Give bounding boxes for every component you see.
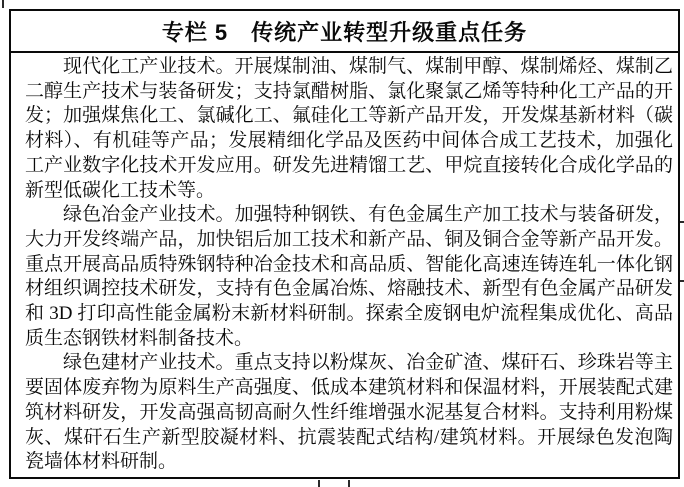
scan-artifact-bottom-2 — [348, 480, 350, 487]
column-box — [9, 9, 680, 479]
scan-artifact-right-2 — [680, 280, 684, 282]
box-body — [11, 53, 678, 475]
paragraph-green-metallurgy: 绿色冶金产业技术。加强特种钢铁、有色金属生产加工技术与装备研发，大力开发终端产品，加快铝后加工技术和新产品、铜及铜合金等新产品开发。重点开展高品质特殊钢特种冶金技术和高品质、智能化高速连铸连轧一体化钢材组织调控技术研发，支持有色金属冶炼、熔融技术、新型有色金属产品研发和 3D 打印高性能金属粉末新材料研制。探索全废钢电炉流程集成优化、高品质生态钢铁材料制备技术。 — [25, 204, 673, 349]
scan-artifact-top-left — [2, 0, 4, 8]
paragraph-modern-chemical: 现代化工产业技术。开展煤制油、煤制气、煤制甲醇、煤制烯烃、煤制乙二醇生产技术与装备研发；支持氯醋树脂、氯化聚氯乙烯等特种化工产品的开发；加强煤焦化工、氯碱化工、氟硅化工等新产品开发，开发煤基新材料（碳材料）、有机硅等产品；发展精细化学品及医药中间体合成工艺技术，加强化工产业数字化技术开发应用。研发先进精馏工艺、甲烷直接转化合成化学品的新型低碳化工技术等。 — [25, 56, 673, 201]
scan-artifact-bottom-1 — [318, 480, 320, 487]
box-title: 专栏 5 传统产业转型升级重点任务 — [11, 11, 678, 53]
paragraph-green-building-materials: 绿色建材产业技术。重点支持以粉煤灰、冶金矿渣、煤矸石、珍珠岩等主要固体废弃物为原料生产高强度、低成本建筑材料和保温材料，开展装配式建筑材料研发，开发高强高韧高耐久性纤维增强水泥基复合材料。支持利用粉煤灰、煤矸石生产新型胶凝材料、抗震装配式结构/建筑材料。开展绿色发泡陶瓷墙体材料研制。 — [25, 352, 673, 473]
scan-artifact-right-1 — [680, 221, 684, 223]
